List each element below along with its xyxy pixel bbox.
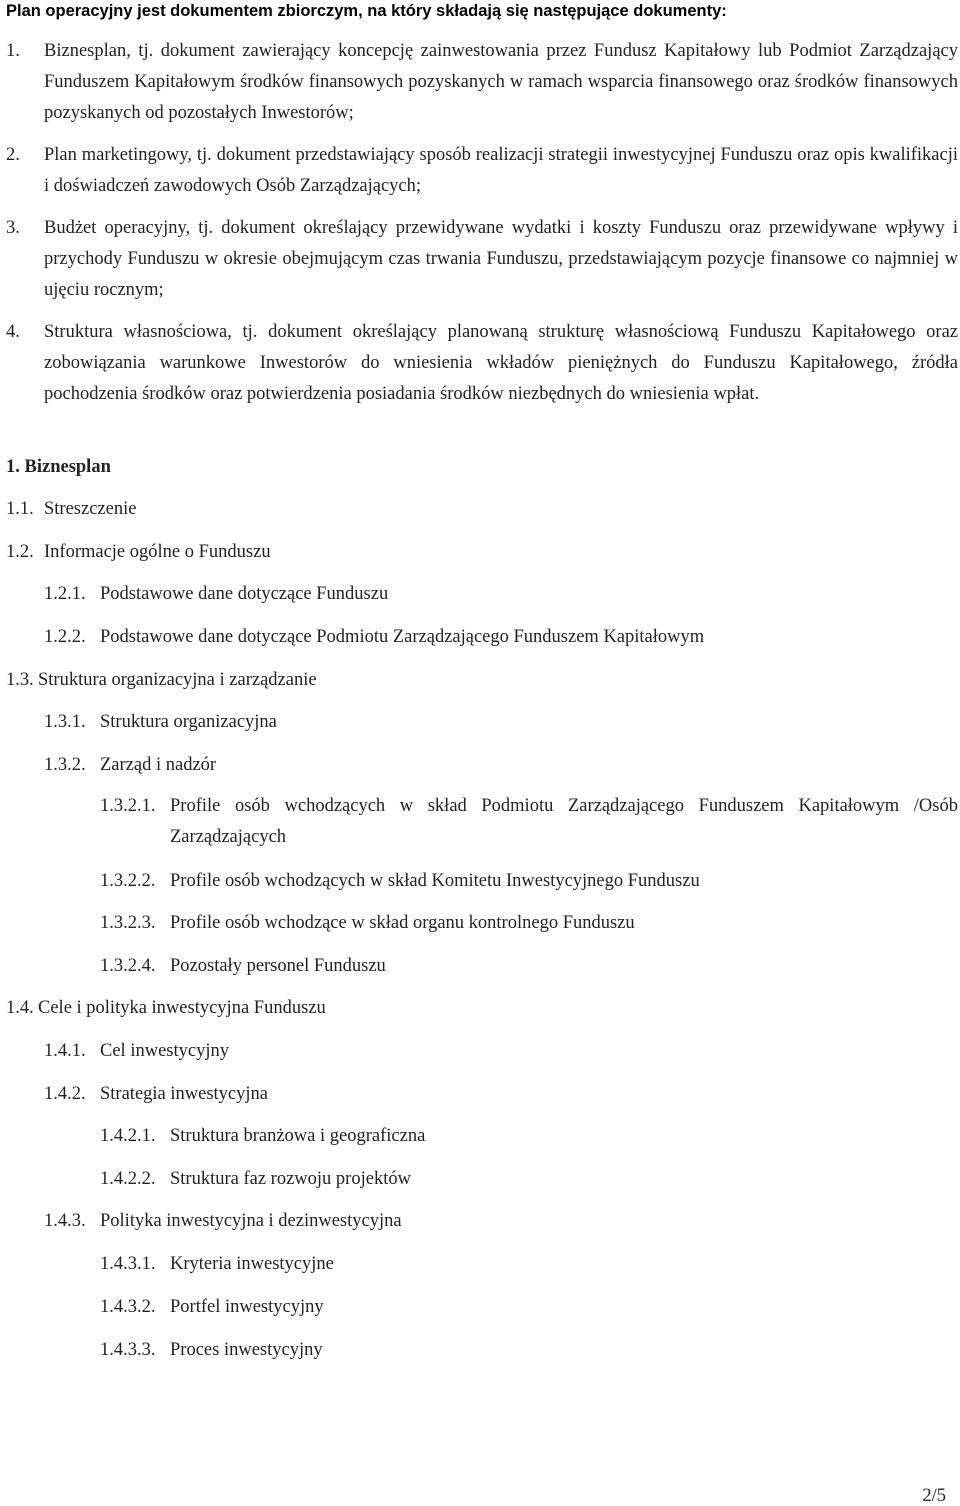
item-number: 3. xyxy=(6,218,20,238)
item-text: Biznesplan, tj. dokument zawierający koncepcję zainwestowania przez Fundusz Kapitałowy lub Podmiot Zarządzający Funduszem Kapitałowym środków finansowych pozyskanych w ramach wsparcia finansowego oraz środków finansowych pozyskanych od pozostałych Inwestorów; xyxy=(44,41,958,123)
outline-text: Informacje ogólne o Funduszu xyxy=(44,542,271,562)
outline-number: 1.2.1. xyxy=(44,584,86,604)
outline-item xyxy=(44,709,277,735)
outline-number: 1.4.3.1. xyxy=(100,1254,156,1274)
outline-text: Podstawowe dane dotyczące Podmiotu Zarządzającego Funduszem Kapitałowym xyxy=(100,627,705,647)
outline-item xyxy=(100,1337,323,1363)
outline-item xyxy=(100,1123,425,1149)
outline-item xyxy=(100,953,386,979)
outline-text: Zarząd i nadzór xyxy=(100,755,217,775)
outline-number: 1.3.2.4. xyxy=(100,956,156,976)
item-number: 1. xyxy=(6,41,20,61)
outline-item xyxy=(6,667,317,693)
outline-number: 1.4.3.2. xyxy=(100,1297,156,1317)
item-text: Plan marketingowy, tj. dokument przedstawiający sposób realizacji strategii inwestycyjnej Funduszu oraz opis kwalifikacji i doświadczeń zawodowych Osób Zarządzających; xyxy=(44,145,958,196)
outline-item xyxy=(6,995,326,1021)
outline-text: Profile osób wchodzących w skład Podmiotu Zarządzającego Funduszem Kapitałowym /Osób Zarządzających xyxy=(170,796,958,847)
outline-item xyxy=(100,1166,411,1192)
outline-number: 1.3.2.2. xyxy=(100,871,156,891)
outline-number: 1.3.2.1. xyxy=(100,796,156,816)
document-item-1 xyxy=(6,36,958,129)
item-number: 2. xyxy=(6,145,20,165)
outline-text: Struktura branżowa i geograficzna xyxy=(170,1126,426,1146)
outline-item xyxy=(100,791,958,853)
item-text: Budżet operacyjny, tj. dokument określający przewidywane wydatki i koszty Funduszu oraz przewidywane wpływy i przychody Funduszu w okresie obejmującym czas trwania Funduszu, przedstawiającym pozycje finansowe co najmniej w ujęciu rocznym; xyxy=(44,218,958,300)
outline-number: 1.3.1. xyxy=(44,712,86,732)
outline-text: Portfel inwestycyjny xyxy=(170,1297,324,1317)
item-text: Struktura własnościowa, tj. dokument określający planowaną strukturę własnościową Funduszu Kapitałowego oraz zobowiązania warunkowe Inwestorów do wniesienia wkładów pieniężnych do Funduszu Kapitałowego, źródła pochodzenia środków oraz potwierdzenia posiadania środków niezbędnych do wniesienia wpłat. xyxy=(44,322,958,404)
outline-item xyxy=(100,1251,334,1277)
outline-item xyxy=(100,868,700,894)
outline-text: Strategia inwestycyjna xyxy=(100,1084,268,1104)
outline-title: 1. Biznesplan xyxy=(6,457,111,477)
outline-text: Podstawowe dane dotyczące Funduszu xyxy=(100,584,389,604)
outline-number: 1.1. xyxy=(6,499,34,519)
outline-text: Profile osób wchodzące w skład organu kontrolnego Funduszu xyxy=(170,913,635,933)
outline-item xyxy=(44,1038,229,1064)
document-item-4 xyxy=(6,317,958,410)
outline-item xyxy=(44,624,704,650)
outline-text: Streszczenie xyxy=(44,499,137,519)
outline-text: Struktura faz rozwoju projektów xyxy=(170,1169,411,1189)
outline-number: 1.4.3. xyxy=(44,1211,86,1231)
outline-number: 1.2. xyxy=(6,542,34,562)
outline-item xyxy=(44,1208,402,1234)
outline-item xyxy=(6,496,136,522)
outline-number: 1.3. xyxy=(6,670,34,690)
outline-text: Profile osób wchodzących w skład Komitetu Inwestycyjnego Funduszu xyxy=(170,871,700,891)
outline-number: 1.3.2.3. xyxy=(100,913,156,933)
outline-item xyxy=(44,752,216,778)
outline-number: 1.4.3.3. xyxy=(100,1340,156,1360)
item-number: 4. xyxy=(6,322,20,342)
page-number: 2/5 xyxy=(922,1486,946,1506)
outline-text: Kryteria inwestycyjne xyxy=(170,1254,334,1274)
outline-number: 1.2.2. xyxy=(44,627,86,647)
outline-text: Struktura organizacyjna xyxy=(100,712,277,732)
outline-item xyxy=(100,910,635,936)
outline-number: 1.3.2. xyxy=(44,755,86,775)
outline-number: 1.4.2.2. xyxy=(100,1169,156,1189)
outline-text: Polityka inwestycyjna i dezinwestycyjna xyxy=(100,1211,402,1231)
document-item-3 xyxy=(6,213,958,306)
outline-number: 1.4.2. xyxy=(44,1084,86,1104)
outline-text: Cel inwestycyjny xyxy=(100,1041,229,1061)
outline-text: Struktura organizacyjna i zarządzanie xyxy=(38,670,317,690)
outline-number: 1.4.2.1. xyxy=(100,1126,156,1146)
outline-number: 1.4. xyxy=(6,998,34,1018)
outline-text: Proces inwestycyjny xyxy=(170,1340,323,1360)
outline-item xyxy=(44,581,388,607)
outline-number: 1.4.1. xyxy=(44,1041,86,1061)
outline-item xyxy=(100,1294,324,1320)
document-item-2 xyxy=(6,140,958,202)
page-heading: Plan operacyjny jest dokumentem zbiorczym, na który składają się następujące dokumenty: xyxy=(6,2,727,20)
outline-text: Pozostały personel Funduszu xyxy=(170,956,386,976)
outline-text: Cele i polityka inwestycyjna Funduszu xyxy=(38,998,326,1018)
outline-item xyxy=(44,1081,268,1107)
outline-item xyxy=(6,539,271,565)
